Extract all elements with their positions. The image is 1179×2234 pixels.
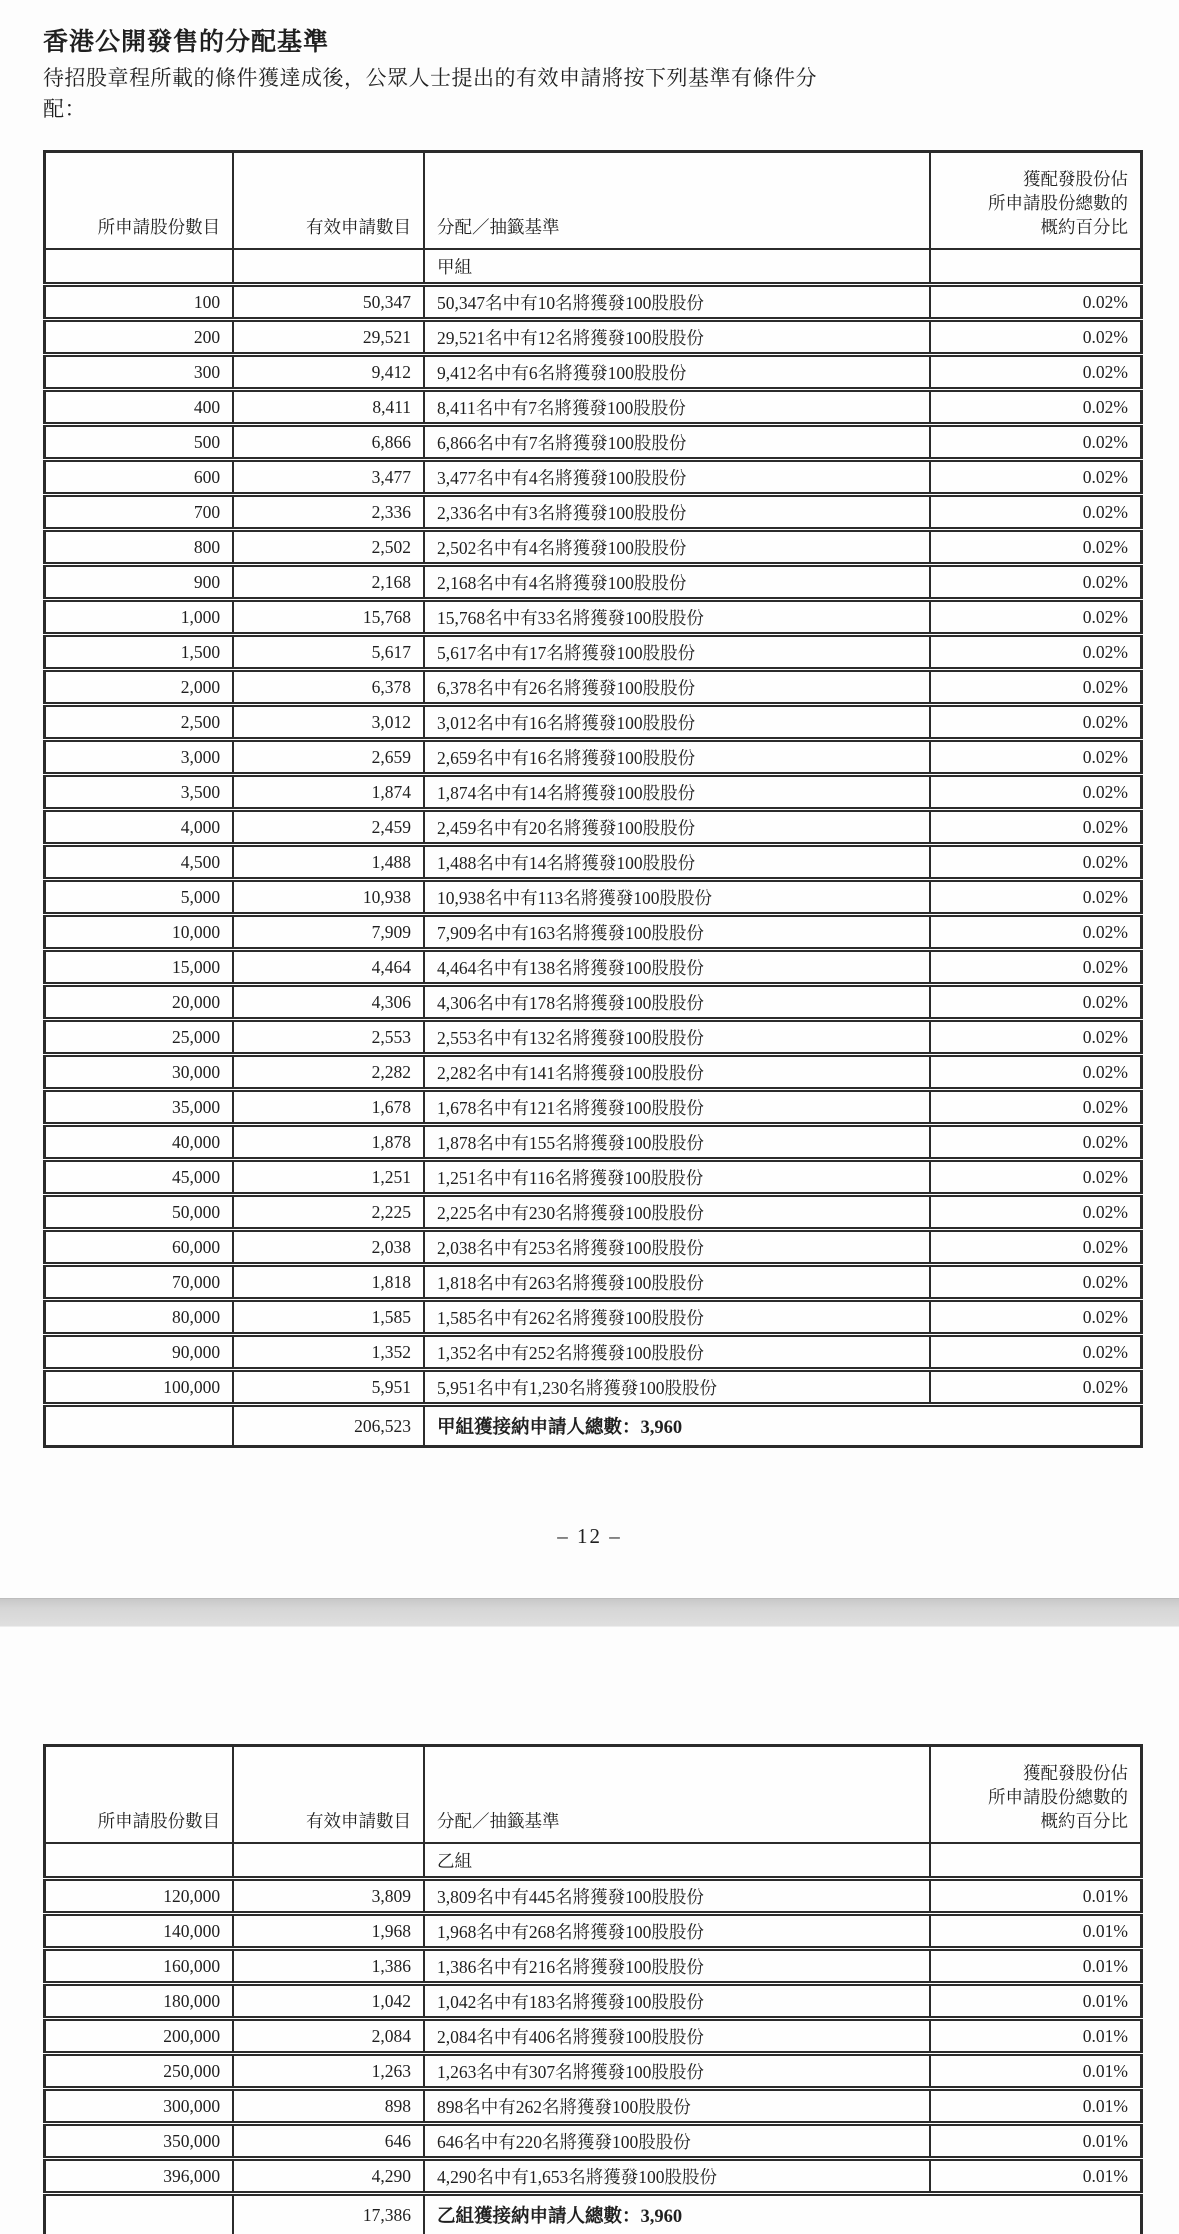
cell-valid-applications: 4,290 <box>233 2159 424 2194</box>
cell-percentage: 0.02% <box>930 355 1142 390</box>
cell-percentage: 0.02% <box>930 1055 1142 1090</box>
cell-shares-applied: 250,000 <box>45 2054 234 2089</box>
cell-valid-applications: 1,818 <box>233 1265 424 1300</box>
cell-total-valid-applications: 206,523 <box>233 1405 424 1447</box>
cell-percentage: 0.01% <box>930 1984 1142 2019</box>
cell-allocation-basis: 2,459名中有20名將獲發100股股份 <box>424 810 930 845</box>
cell-percentage: 0.02% <box>930 880 1142 915</box>
table-row <box>45 2159 1142 2194</box>
cell-valid-applications: 6,866 <box>233 425 424 460</box>
cell-valid-applications: 2,225 <box>233 1195 424 1230</box>
cell-percentage: 0.02% <box>930 1160 1142 1195</box>
table-row <box>45 740 1142 775</box>
cell-valid-applications: 2,282 <box>233 1055 424 1090</box>
cell-percentage: 0.01% <box>930 2019 1142 2054</box>
cell-percentage: 0.02% <box>930 285 1142 320</box>
cell-shares-applied: 10,000 <box>45 915 234 950</box>
cell-percentage: 0.01% <box>930 2159 1142 2194</box>
cell-percentage: 0.02% <box>930 1300 1142 1335</box>
cell-shares-applied: 2,500 <box>45 705 234 740</box>
cell-allocation-basis: 1,874名中有14名將獲發100股股份 <box>424 775 930 810</box>
cell-allocation-basis: 1,585名中有262名將獲發100股股份 <box>424 1300 930 1335</box>
cell-allocation-basis: 4,290名中有1,653名將獲發100股股份 <box>424 2159 930 2194</box>
cell-valid-applications: 3,012 <box>233 705 424 740</box>
cell-total-note: 甲組獲接納申請人總數：3,960 <box>424 1405 1141 1447</box>
cell-shares-applied: 3,500 <box>45 775 234 810</box>
cell-allocation-basis: 1,818名中有263名將獲發100股股份 <box>424 1265 930 1300</box>
cell-allocation-basis: 2,336名中有3名將獲發100股股份 <box>424 495 930 530</box>
cell-shares-applied: 800 <box>45 530 234 565</box>
cell-percentage: 0.01% <box>930 1879 1142 1914</box>
group-a-total-row <box>45 1405 1142 1447</box>
cell-allocation-basis: 2,502名中有4名將獲發100股股份 <box>424 530 930 565</box>
cell-shares-applied: 200 <box>45 320 234 355</box>
cell-valid-applications: 1,488 <box>233 845 424 880</box>
cell-valid-applications: 3,477 <box>233 460 424 495</box>
cell-percentage: 0.02% <box>930 1020 1142 1055</box>
table-row <box>45 1370 1142 1405</box>
cell-allocation-basis: 2,282名中有141名將獲發100股股份 <box>424 1055 930 1090</box>
cell-valid-applications: 1,968 <box>233 1914 424 1949</box>
allocation-table-group-a <box>43 150 1143 1448</box>
table-row <box>45 565 1142 600</box>
cell-valid-applications: 5,617 <box>233 635 424 670</box>
table-row <box>45 845 1142 880</box>
cell-shares-applied: 120,000 <box>45 1879 234 1914</box>
cell-valid-applications: 1,878 <box>233 1125 424 1160</box>
cell-valid-applications: 1,251 <box>233 1160 424 1195</box>
cell-percentage: 0.02% <box>930 1370 1142 1405</box>
cell-valid-applications: 6,378 <box>233 670 424 705</box>
table-row <box>45 1125 1142 1160</box>
cell-allocation-basis: 1,386名中有216名將獲發100股股份 <box>424 1949 930 1984</box>
cell-allocation-basis: 2,168名中有4名將獲發100股股份 <box>424 565 930 600</box>
intro-line-1: 待招股章程所載的條件獲達成後，公眾人士提出的有效申請將按下列基準有條件分 <box>43 66 817 90</box>
table-row <box>45 985 1142 1020</box>
column-header-percentage: 獲配發股份佔 所申請股份總數的 概約百分比 <box>930 152 1142 250</box>
cell-percentage: 0.02% <box>930 915 1142 950</box>
cell-valid-applications: 9,412 <box>233 355 424 390</box>
intro-line-2: 配： <box>43 97 86 121</box>
table-row <box>45 1265 1142 1300</box>
cell-allocation-basis: 2,225名中有230名將獲發100股股份 <box>424 1195 930 1230</box>
table-row <box>45 1949 1142 1984</box>
table-row <box>45 1914 1142 1949</box>
cell-valid-applications: 2,553 <box>233 1020 424 1055</box>
table-row <box>45 705 1142 740</box>
cell-percentage: 0.02% <box>930 670 1142 705</box>
cell-percentage: 0.01% <box>930 2124 1142 2159</box>
cell-valid-applications: 1,386 <box>233 1949 424 1984</box>
cell-valid-applications: 4,464 <box>233 950 424 985</box>
cell-valid-applications: 1,263 <box>233 2054 424 2089</box>
table-row <box>45 460 1142 495</box>
cell-percentage: 0.02% <box>930 740 1142 775</box>
cell-allocation-basis: 6,378名中有26名將獲發100股股份 <box>424 670 930 705</box>
cell-allocation-basis: 50,347名中有10名將獲發100股股份 <box>424 285 930 320</box>
cell-empty <box>45 1405 234 1447</box>
group-b-total-row <box>45 2194 1142 2234</box>
table-row <box>45 1335 1142 1370</box>
cell-percentage: 0.02% <box>930 320 1142 355</box>
cell-shares-applied: 140,000 <box>45 1914 234 1949</box>
cell-shares-applied: 1,500 <box>45 635 234 670</box>
page-title: 香港公開發售的分配基準 <box>43 29 330 56</box>
table-row <box>45 2054 1142 2089</box>
cell-allocation-basis: 1,678名中有121名將獲發100股股份 <box>424 1090 930 1125</box>
cell-valid-applications: 1,042 <box>233 1984 424 2019</box>
cell-percentage: 0.02% <box>930 390 1142 425</box>
cell-percentage: 0.02% <box>930 495 1142 530</box>
cell-valid-applications: 2,084 <box>233 2019 424 2054</box>
cell-allocation-basis: 15,768名中有33名將獲發100股股份 <box>424 600 930 635</box>
table-row <box>45 1195 1142 1230</box>
cell-allocation-basis: 7,909名中有163名將獲發100股股份 <box>424 915 930 950</box>
column-header-allocation-basis: 分配／抽籤基準 <box>424 1746 930 1844</box>
cell-allocation-basis: 1,488名中有14名將獲發100股股份 <box>424 845 930 880</box>
cell-shares-applied: 600 <box>45 460 234 495</box>
cell-valid-applications: 2,168 <box>233 565 424 600</box>
cell-percentage: 0.02% <box>930 530 1142 565</box>
cell-shares-applied: 80,000 <box>45 1300 234 1335</box>
column-header-shares-applied: 所申請股份數目 <box>45 152 234 250</box>
cell-valid-applications: 5,951 <box>233 1370 424 1405</box>
cell-allocation-basis: 8,411名中有7名將獲發100股股份 <box>424 390 930 425</box>
group-b-label: 乙組 <box>424 1843 930 1879</box>
cell-shares-applied: 5,000 <box>45 880 234 915</box>
cell-allocation-basis: 3,477名中有4名將獲發100股股份 <box>424 460 930 495</box>
table-header-row <box>45 1746 1142 1844</box>
table-row <box>45 2019 1142 2054</box>
cell-shares-applied: 35,000 <box>45 1090 234 1125</box>
table-row <box>45 2089 1142 2124</box>
cell-valid-applications: 10,938 <box>233 880 424 915</box>
page-number: – 12 – <box>557 1524 622 1548</box>
cell-percentage: 0.02% <box>930 1265 1142 1300</box>
cell-percentage: 0.02% <box>930 460 1142 495</box>
cell-allocation-basis: 10,938名中有113名將獲發100股股份 <box>424 880 930 915</box>
cell-valid-applications: 646 <box>233 2124 424 2159</box>
cell-allocation-basis: 2,553名中有132名將獲發100股股份 <box>424 1020 930 1055</box>
cell-shares-applied: 100 <box>45 285 234 320</box>
cell-allocation-basis: 9,412名中有6名將獲發100股股份 <box>424 355 930 390</box>
cell-percentage: 0.02% <box>930 425 1142 460</box>
cell-shares-applied: 180,000 <box>45 1984 234 2019</box>
cell-valid-applications: 2,336 <box>233 495 424 530</box>
cell-percentage: 0.01% <box>930 2089 1142 2124</box>
table-row <box>45 355 1142 390</box>
table-row <box>45 495 1142 530</box>
cell-allocation-basis: 1,878名中有155名將獲發100股股份 <box>424 1125 930 1160</box>
table-row <box>45 775 1142 810</box>
cell-valid-applications: 1,678 <box>233 1090 424 1125</box>
table-row <box>45 1879 1142 1914</box>
cell-valid-applications: 1,874 <box>233 775 424 810</box>
cell-shares-applied: 60,000 <box>45 1230 234 1265</box>
cell-allocation-basis: 1,263名中有307名將獲發100股股份 <box>424 2054 930 2089</box>
cell-allocation-basis: 5,617名中有17名將獲發100股股份 <box>424 635 930 670</box>
cell-shares-applied: 90,000 <box>45 1335 234 1370</box>
cell-shares-applied: 700 <box>45 495 234 530</box>
column-header-percentage: 獲配發股份佔 所申請股份總數的 概約百分比 <box>930 1746 1142 1844</box>
cell-percentage: 0.02% <box>930 775 1142 810</box>
cell-percentage: 0.02% <box>930 1230 1142 1265</box>
cell-percentage: 0.02% <box>930 1090 1142 1125</box>
cell-percentage: 0.02% <box>930 565 1142 600</box>
table-row <box>45 1090 1142 1125</box>
cell-percentage: 0.02% <box>930 810 1142 845</box>
cell-allocation-basis: 3,809名中有445名將獲發100股股份 <box>424 1879 930 1914</box>
column-header-valid-applications: 有效申請數目 <box>233 1746 424 1844</box>
cell-percentage: 0.02% <box>930 950 1142 985</box>
cell-allocation-basis: 29,521名中有12名將獲發100股股份 <box>424 320 930 355</box>
table-row <box>45 2124 1142 2159</box>
cell-allocation-basis: 5,951名中有1,230名將獲發100股股份 <box>424 1370 930 1405</box>
cell-allocation-basis: 1,042名中有183名將獲發100股股份 <box>424 1984 930 2019</box>
table-row <box>45 635 1142 670</box>
cell-percentage: 0.02% <box>930 845 1142 880</box>
table-row <box>45 320 1142 355</box>
cell-shares-applied: 2,000 <box>45 670 234 705</box>
cell-percentage: 0.02% <box>930 1335 1142 1370</box>
column-header-valid-applications: 有效申請數目 <box>233 152 424 250</box>
cell-valid-applications: 2,038 <box>233 1230 424 1265</box>
table-row <box>45 1230 1142 1265</box>
table-row <box>45 1160 1142 1195</box>
cell-allocation-basis: 4,306名中有178名將獲發100股股份 <box>424 985 930 1020</box>
cell-percentage: 0.02% <box>930 600 1142 635</box>
cell-valid-applications: 2,459 <box>233 810 424 845</box>
cell-percentage: 0.02% <box>930 985 1142 1020</box>
table-row <box>45 1020 1142 1055</box>
cell-percentage: 0.02% <box>930 1125 1142 1160</box>
cell-valid-applications: 8,411 <box>233 390 424 425</box>
cell-shares-applied: 20,000 <box>45 985 234 1020</box>
table-row <box>45 600 1142 635</box>
cell-shares-applied: 1,000 <box>45 600 234 635</box>
cell-valid-applications: 50,347 <box>233 285 424 320</box>
cell-shares-applied: 350,000 <box>45 2124 234 2159</box>
cell-percentage: 0.02% <box>930 705 1142 740</box>
column-header-shares-applied: 所申請股份數目 <box>45 1746 234 1844</box>
column-header-allocation-basis: 分配／抽籤基準 <box>424 152 930 250</box>
table-row <box>45 1984 1142 2019</box>
table-row <box>45 1300 1142 1335</box>
table-row <box>45 1055 1142 1090</box>
cell-shares-applied: 30,000 <box>45 1055 234 1090</box>
cell-allocation-basis: 1,251名中有116名將獲發100股股份 <box>424 1160 930 1195</box>
cell-allocation-basis: 2,038名中有253名將獲發100股股份 <box>424 1230 930 1265</box>
cell-percentage: 0.01% <box>930 1949 1142 1984</box>
cell-empty <box>45 2194 234 2234</box>
cell-shares-applied: 100,000 <box>45 1370 234 1405</box>
cell-shares-applied: 300,000 <box>45 2089 234 2124</box>
table-row <box>45 670 1142 705</box>
cell-valid-applications: 1,352 <box>233 1335 424 1370</box>
cell-valid-applications: 4,306 <box>233 985 424 1020</box>
cell-allocation-basis: 898名中有262名將獲發100股股份 <box>424 2089 930 2124</box>
cell-percentage: 0.01% <box>930 2054 1142 2089</box>
cell-percentage: 0.01% <box>930 1914 1142 1949</box>
cell-shares-applied: 15,000 <box>45 950 234 985</box>
intro-paragraph <box>43 63 1148 125</box>
table-row <box>45 950 1142 985</box>
table-row <box>45 425 1142 460</box>
group-a-label: 甲組 <box>424 249 930 285</box>
cell-valid-applications: 3,809 <box>233 1879 424 1914</box>
cell-percentage: 0.02% <box>930 1195 1142 1230</box>
cell-allocation-basis: 3,012名中有16名將獲發100股股份 <box>424 705 930 740</box>
cell-shares-applied: 4,500 <box>45 845 234 880</box>
cell-total-valid-applications: 17,386 <box>233 2194 424 2234</box>
table-row <box>45 530 1142 565</box>
group-label-row <box>45 249 1142 285</box>
cell-shares-applied: 50,000 <box>45 1195 234 1230</box>
table-row <box>45 880 1142 915</box>
cell-allocation-basis: 646名中有220名將獲發100股股份 <box>424 2124 930 2159</box>
cell-total-note: 乙組獲接納申請人總數：3,960 <box>424 2194 1141 2234</box>
table-row <box>45 810 1142 845</box>
cell-allocation-basis: 1,968名中有268名將獲發100股股份 <box>424 1914 930 1949</box>
group-label-row <box>45 1843 1142 1879</box>
cell-shares-applied: 200,000 <box>45 2019 234 2054</box>
table-row <box>45 390 1142 425</box>
table-row <box>45 915 1142 950</box>
cell-shares-applied: 300 <box>45 355 234 390</box>
cell-shares-applied: 45,000 <box>45 1160 234 1195</box>
page-break-separator <box>0 1598 1179 1627</box>
cell-allocation-basis: 6,866名中有7名將獲發100股股份 <box>424 425 930 460</box>
cell-valid-applications: 15,768 <box>233 600 424 635</box>
cell-valid-applications: 1,585 <box>233 1300 424 1335</box>
cell-shares-applied: 160,000 <box>45 1949 234 1984</box>
cell-valid-applications: 29,521 <box>233 320 424 355</box>
cell-allocation-basis: 1,352名中有252名將獲發100股股份 <box>424 1335 930 1370</box>
cell-percentage: 0.02% <box>930 635 1142 670</box>
cell-allocation-basis: 2,084名中有406名將獲發100股股份 <box>424 2019 930 2054</box>
cell-shares-applied: 900 <box>45 565 234 600</box>
cell-allocation-basis: 2,659名中有16名將獲發100股股份 <box>424 740 930 775</box>
cell-valid-applications: 7,909 <box>233 915 424 950</box>
table-header-row <box>45 152 1142 250</box>
cell-shares-applied: 500 <box>45 425 234 460</box>
cell-shares-applied: 4,000 <box>45 810 234 845</box>
cell-allocation-basis: 4,464名中有138名將獲發100股股份 <box>424 950 930 985</box>
cell-shares-applied: 25,000 <box>45 1020 234 1055</box>
cell-valid-applications: 2,659 <box>233 740 424 775</box>
cell-shares-applied: 3,000 <box>45 740 234 775</box>
cell-valid-applications: 898 <box>233 2089 424 2124</box>
cell-shares-applied: 70,000 <box>45 1265 234 1300</box>
cell-shares-applied: 40,000 <box>45 1125 234 1160</box>
cell-shares-applied: 400 <box>45 390 234 425</box>
cell-shares-applied: 396,000 <box>45 2159 234 2194</box>
cell-valid-applications: 2,502 <box>233 530 424 565</box>
allocation-table-group-b <box>43 1744 1143 2234</box>
table-row <box>45 285 1142 320</box>
